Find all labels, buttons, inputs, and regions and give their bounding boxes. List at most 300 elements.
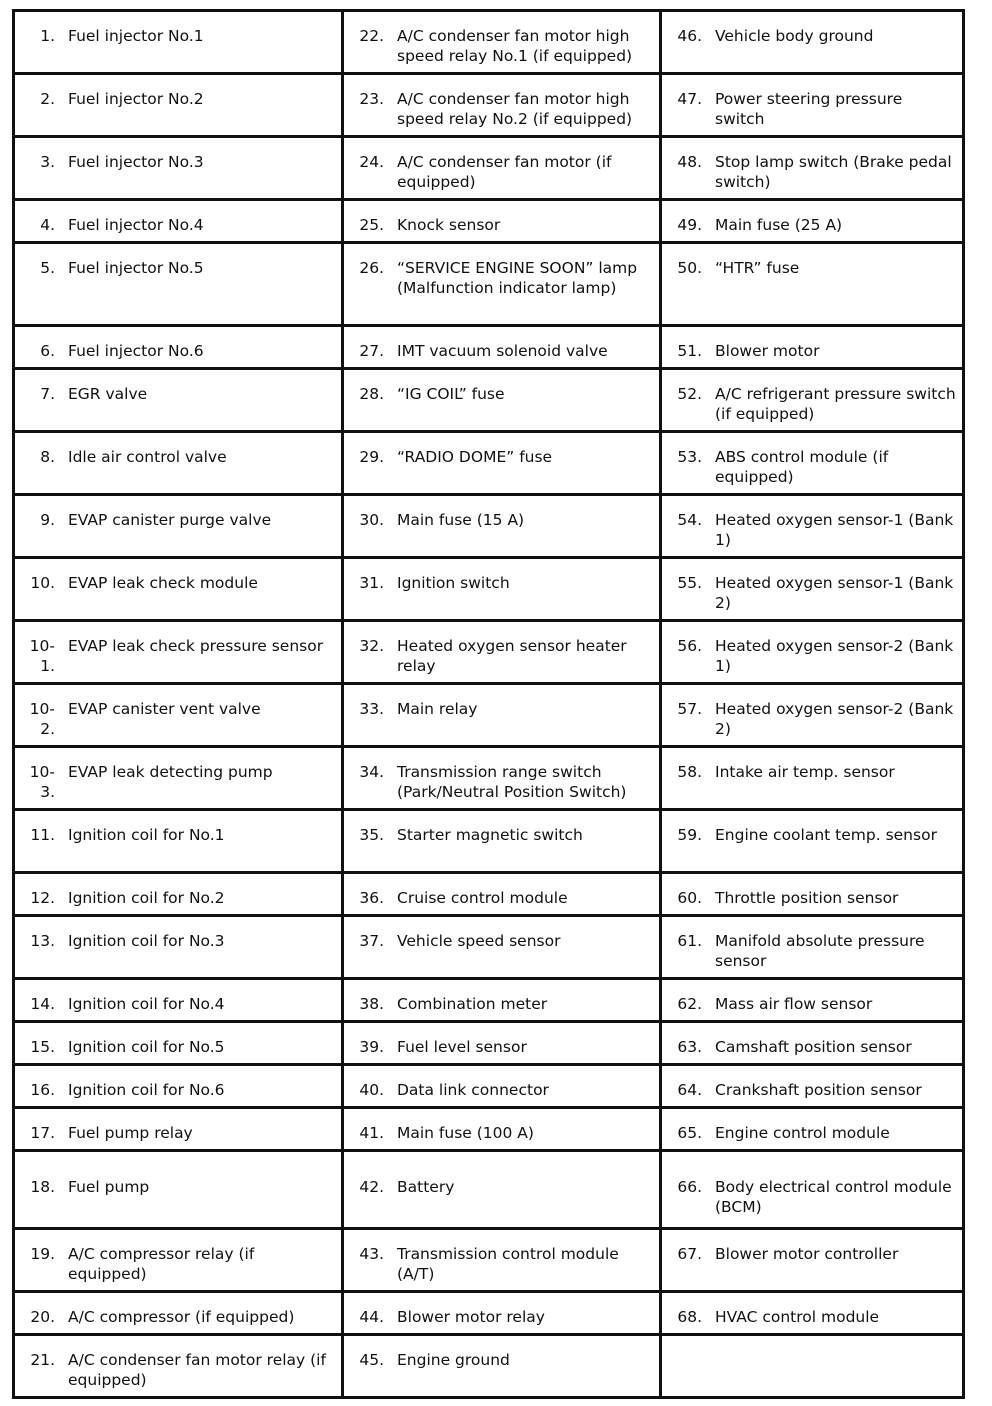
legend-cell	[14, 200, 343, 243]
item-label: Heated oxygen sensor heater relay	[397, 637, 627, 675]
item-number: 33.	[359, 700, 384, 718]
item-number: 24.	[359, 153, 384, 171]
item-label: Throttle position sensor	[715, 889, 899, 907]
legend-cell	[343, 11, 661, 74]
legend-cell	[661, 1022, 964, 1065]
legend-entry	[662, 917, 962, 971]
item-number: 14.	[30, 995, 55, 1013]
item-label: Fuel injector No.6	[68, 342, 204, 360]
item-label: A/C condenser fan motor (if equipped)	[397, 153, 612, 191]
legend-entry	[15, 433, 341, 467]
legend-cell	[14, 243, 343, 326]
item-label: Main fuse (100 A)	[397, 1124, 534, 1142]
legend-cell	[343, 747, 661, 810]
item-number: 10-1.	[29, 637, 55, 675]
item-label: Camshaft position sensor	[715, 1038, 912, 1056]
item-label: Cruise control module	[397, 889, 568, 907]
legend-cell	[343, 1292, 661, 1335]
legend-row	[14, 1229, 964, 1292]
legend-cell	[343, 1065, 661, 1108]
legend-entry	[662, 244, 962, 278]
item-label: Fuel pump relay	[68, 1124, 193, 1142]
item-number: 32.	[359, 637, 384, 655]
legend-row	[14, 558, 964, 621]
legend-cell	[14, 432, 343, 495]
legend-entry	[662, 327, 962, 361]
item-number: 10-2.	[29, 700, 55, 738]
item-label: Starter magnetic switch	[397, 826, 583, 844]
legend-cell	[661, 747, 964, 810]
legend-cell	[14, 74, 343, 137]
legend-entry	[344, 1023, 659, 1057]
legend-cell	[14, 1335, 343, 1398]
legend-cell	[661, 621, 964, 684]
item-number: 9.	[40, 511, 55, 529]
item-number: 66.	[677, 1178, 702, 1196]
legend-cell	[661, 916, 964, 979]
legend-entry	[662, 1293, 962, 1327]
legend-entry	[15, 75, 341, 109]
legend-entry	[344, 1293, 659, 1327]
legend-cell	[14, 495, 343, 558]
item-number: 2.	[40, 90, 55, 108]
legend-entry	[662, 1023, 962, 1057]
legend-entry	[662, 1230, 962, 1264]
legend-entry	[344, 201, 659, 235]
item-number: 58.	[677, 763, 702, 781]
item-label: “IG COIL” fuse	[397, 385, 505, 403]
legend-cell	[343, 684, 661, 747]
legend-cell	[343, 326, 661, 369]
legend-cell	[343, 1335, 661, 1398]
legend-cell	[14, 873, 343, 916]
item-number: 10-3.	[29, 763, 55, 801]
item-label: Vehicle speed sensor	[397, 932, 561, 950]
legend-entry	[662, 201, 962, 235]
item-number: 34.	[359, 763, 384, 781]
legend-entry	[15, 201, 341, 235]
item-label: A/C condenser fan motor relay (if equipped)	[68, 1351, 326, 1389]
item-label: EGR valve	[68, 385, 148, 403]
legend-cell	[343, 1151, 661, 1229]
item-number: 68.	[677, 1308, 702, 1326]
item-label: Transmission range switch (Park/Neutral Position Switch)	[397, 763, 627, 801]
legend-row	[14, 979, 964, 1022]
item-label: Ignition coil for No.4	[68, 995, 225, 1013]
legend-row	[14, 810, 964, 873]
legend-cell	[14, 1151, 343, 1229]
legend-row	[14, 74, 964, 137]
legend-cell	[343, 979, 661, 1022]
item-number: 6.	[40, 342, 55, 360]
legend-row	[14, 1022, 964, 1065]
legend-cell	[14, 1022, 343, 1065]
legend-cell	[343, 1229, 661, 1292]
item-number: 42.	[359, 1178, 384, 1196]
item-label: EVAP leak check module	[68, 574, 258, 592]
item-number: 1.	[40, 27, 55, 45]
item-number: 12.	[30, 889, 55, 907]
legend-cell	[661, 1108, 964, 1151]
legend-row	[14, 1108, 964, 1151]
legend-entry	[344, 12, 659, 66]
legend-cell	[343, 558, 661, 621]
legend-row	[14, 747, 964, 810]
item-number: 43.	[359, 1245, 384, 1263]
legend-cell	[661, 74, 964, 137]
legend-entry	[15, 1109, 341, 1143]
legend-entry	[15, 1293, 341, 1327]
legend-cell	[14, 11, 343, 74]
legend-entry	[344, 1109, 659, 1143]
legend-entry	[662, 1152, 962, 1217]
legend-cell	[343, 1108, 661, 1151]
legend-cell	[661, 11, 964, 74]
item-label: Knock sensor	[397, 216, 501, 234]
legend-entry	[15, 1152, 341, 1197]
legend-entry	[15, 12, 341, 46]
legend-cell	[14, 369, 343, 432]
legend-entry	[662, 1336, 962, 1350]
item-number: 52.	[677, 385, 702, 403]
legend-entry	[662, 75, 962, 129]
legend-cell	[343, 200, 661, 243]
component-legend-table	[12, 9, 965, 1399]
legend-cell	[343, 432, 661, 495]
legend-entry	[344, 433, 659, 467]
legend-entry	[15, 685, 341, 739]
legend-cell	[661, 1151, 964, 1229]
legend-entry	[344, 370, 659, 404]
legend-entry	[662, 811, 962, 845]
item-number: 7.	[40, 385, 55, 403]
item-number: 54.	[677, 511, 702, 529]
item-label: A/C compressor (if equipped)	[68, 1308, 295, 1326]
item-label: Idle air control valve	[68, 448, 227, 466]
item-number: 50.	[677, 259, 702, 277]
item-number: 21.	[30, 1351, 55, 1369]
item-number: 62.	[677, 995, 702, 1013]
item-label: IMT vacuum solenoid valve	[397, 342, 608, 360]
item-label: Blower motor controller	[715, 1245, 899, 1263]
item-label: Engine control module	[715, 1124, 890, 1142]
item-number: 22.	[359, 27, 384, 45]
item-number: 11.	[30, 826, 55, 844]
item-number: 3.	[40, 153, 55, 171]
legend-entry	[344, 327, 659, 361]
legend-cell	[661, 243, 964, 326]
item-label: EVAP canister vent valve	[68, 700, 261, 718]
item-number: 45.	[359, 1351, 384, 1369]
item-number: 46.	[677, 27, 702, 45]
legend-cell	[661, 432, 964, 495]
legend-entry	[344, 244, 659, 298]
item-label: Ignition coil for No.6	[68, 1081, 225, 1099]
legend-cell	[14, 916, 343, 979]
legend-cell	[343, 137, 661, 200]
legend-entry	[344, 685, 659, 719]
item-number: 36.	[359, 889, 384, 907]
item-label: Combination meter	[397, 995, 548, 1013]
item-number: 40.	[359, 1081, 384, 1099]
legend-cell	[14, 1229, 343, 1292]
item-number: 23.	[359, 90, 384, 108]
legend-entry	[344, 980, 659, 1014]
item-number: 26.	[359, 259, 384, 277]
legend-entry	[662, 496, 962, 550]
legend-entry	[344, 811, 659, 845]
legend-cell	[661, 1229, 964, 1292]
item-label: Engine ground	[397, 1351, 510, 1369]
legend-cell	[343, 495, 661, 558]
item-number: 31.	[359, 574, 384, 592]
legend-row	[14, 873, 964, 916]
legend-row	[14, 1335, 964, 1398]
item-label: Fuel injector No.2	[68, 90, 204, 108]
item-number: 5.	[40, 259, 55, 277]
legend-row	[14, 200, 964, 243]
item-number: 44.	[359, 1308, 384, 1326]
item-label: A/C refrigerant pressure switch (if equipped)	[715, 385, 956, 423]
legend-entry	[344, 496, 659, 530]
legend-entry	[15, 1066, 341, 1100]
item-label: “RADIO DOME” fuse	[397, 448, 553, 466]
item-label: Fuel injector No.5	[68, 259, 204, 277]
item-label: Blower motor	[715, 342, 820, 360]
item-label: Main fuse (15 A)	[397, 511, 525, 529]
item-number: 60.	[677, 889, 702, 907]
legend-cell	[661, 1065, 964, 1108]
legend-cell	[661, 1292, 964, 1335]
legend-entry	[15, 138, 341, 172]
legend-entry	[662, 1109, 962, 1143]
item-label: Fuel injector No.1	[68, 27, 204, 45]
item-label: Fuel injector No.4	[68, 216, 204, 234]
legend-entry	[344, 622, 659, 676]
legend-entry	[15, 559, 341, 593]
item-label: Intake air temp. sensor	[715, 763, 895, 781]
legend-cell	[661, 810, 964, 873]
item-number: 37.	[359, 932, 384, 950]
legend-entry	[15, 1230, 341, 1284]
legend-cell	[14, 979, 343, 1022]
legend-entry	[662, 874, 962, 908]
legend-entry	[344, 1066, 659, 1100]
item-label: Heated oxygen sensor-1 (Bank 2)	[715, 574, 954, 612]
legend-cell	[661, 495, 964, 558]
legend-cell	[14, 558, 343, 621]
item-label: EVAP leak check pressure sensor	[68, 637, 324, 655]
item-number: 53.	[677, 448, 702, 466]
item-label: Main fuse (25 A)	[715, 216, 843, 234]
item-number: 64.	[677, 1081, 702, 1099]
item-label: ABS control module (if equipped)	[715, 448, 889, 486]
legend-cell	[14, 1292, 343, 1335]
legend-cell	[661, 684, 964, 747]
legend-cell	[661, 979, 964, 1022]
item-label: Vehicle body ground	[715, 27, 874, 45]
item-number: 38.	[359, 995, 384, 1013]
item-number: 48.	[677, 153, 702, 171]
item-label: Transmission control module (A/T)	[397, 1245, 619, 1283]
legend-row	[14, 137, 964, 200]
legend-cell	[14, 1108, 343, 1151]
legend-cell	[661, 137, 964, 200]
legend-entry	[662, 748, 962, 782]
item-label: Ignition coil for No.2	[68, 889, 225, 907]
legend-cell	[343, 74, 661, 137]
item-number: 18.	[30, 1178, 55, 1196]
legend-entry	[662, 12, 962, 46]
item-number: 67.	[677, 1245, 702, 1263]
legend-row	[14, 326, 964, 369]
legend-entry	[15, 244, 341, 278]
legend-entry	[662, 138, 962, 192]
item-number: 56.	[677, 637, 702, 655]
legend-cell	[14, 684, 343, 747]
legend-entry	[344, 748, 659, 802]
item-label: Ignition coil for No.1	[68, 826, 225, 844]
item-label: Heated oxygen sensor-2 (Bank 2)	[715, 700, 954, 738]
item-number: 30.	[359, 511, 384, 529]
item-number: 15.	[30, 1038, 55, 1056]
legend-entry	[15, 811, 341, 845]
item-number: 41.	[359, 1124, 384, 1142]
legend-cell	[14, 810, 343, 873]
legend-row	[14, 684, 964, 747]
item-number: 47.	[677, 90, 702, 108]
legend-entry	[662, 559, 962, 613]
legend-entry	[15, 622, 341, 676]
item-number: 35.	[359, 826, 384, 844]
legend-entry	[344, 917, 659, 951]
item-label: Power steering pressure switch	[715, 90, 903, 128]
legend-row	[14, 432, 964, 495]
item-number: 16.	[30, 1081, 55, 1099]
item-label: A/C condenser fan motor high speed relay No.2 (if equipped)	[397, 90, 633, 128]
item-label: A/C condenser fan motor high speed relay No.1 (if equipped)	[397, 27, 633, 65]
legend-entry	[344, 559, 659, 593]
item-number: 19.	[30, 1245, 55, 1263]
item-number: 39.	[359, 1038, 384, 1056]
legend-entry	[15, 496, 341, 530]
item-label: HVAC control module	[715, 1308, 880, 1326]
legend-row	[14, 621, 964, 684]
legend-entry	[662, 622, 962, 676]
legend-row	[14, 243, 964, 326]
legend-entry	[662, 433, 962, 487]
legend-entry	[344, 874, 659, 908]
legend-entry	[662, 980, 962, 1014]
item-label: “SERVICE ENGINE SOON” lamp (Malfunction indicator lamp)	[397, 259, 638, 297]
legend-row	[14, 495, 964, 558]
legend-row	[14, 1151, 964, 1229]
legend-cell	[14, 1065, 343, 1108]
item-number: 25.	[359, 216, 384, 234]
legend-cell	[661, 873, 964, 916]
item-number: 13.	[30, 932, 55, 950]
legend-entry	[15, 1336, 341, 1390]
legend-cell	[661, 326, 964, 369]
legend-cell	[343, 916, 661, 979]
item-label: Crankshaft position sensor	[715, 1081, 922, 1099]
legend-entry	[15, 1023, 341, 1057]
item-label: Body electrical control module (BCM)	[715, 1178, 952, 1216]
legend-row	[14, 916, 964, 979]
item-number: 57.	[677, 700, 702, 718]
item-number: 10.	[30, 574, 55, 592]
item-label: Main relay	[397, 700, 478, 718]
item-label: Fuel injector No.3	[68, 153, 204, 171]
legend-entry	[15, 980, 341, 1014]
item-number: 28.	[359, 385, 384, 403]
legend-cell	[343, 369, 661, 432]
item-label: Ignition switch	[397, 574, 510, 592]
legend-cell	[343, 243, 661, 326]
item-number: 55.	[677, 574, 702, 592]
legend-cell	[343, 810, 661, 873]
legend-entry	[344, 1336, 659, 1370]
legend-cell	[14, 621, 343, 684]
legend-row	[14, 11, 964, 74]
legend-entry	[662, 370, 962, 424]
item-label: Mass air flow sensor	[715, 995, 873, 1013]
legend-row	[14, 369, 964, 432]
item-number: 51.	[677, 342, 702, 360]
item-label: Battery	[397, 1178, 455, 1196]
item-number: 65.	[677, 1124, 702, 1142]
legend-entry	[662, 1066, 962, 1100]
legend-row	[14, 1065, 964, 1108]
item-number: 4.	[40, 216, 55, 234]
item-label: Data link connector	[397, 1081, 549, 1099]
legend-entry	[15, 327, 341, 361]
item-number: 61.	[677, 932, 702, 950]
legend-body	[14, 11, 964, 1398]
legend-entry	[344, 1152, 659, 1197]
item-label: Stop lamp switch (Brake pedal switch)	[715, 153, 952, 191]
legend-row	[14, 1292, 964, 1335]
legend-entry	[344, 138, 659, 192]
item-number: 49.	[677, 216, 702, 234]
legend-entry	[662, 685, 962, 739]
item-label: Fuel level sensor	[397, 1038, 527, 1056]
item-label: Fuel pump	[68, 1178, 150, 1196]
legend-cell	[661, 369, 964, 432]
item-number: 27.	[359, 342, 384, 360]
legend-cell	[343, 621, 661, 684]
item-label: Ignition coil for No.5	[68, 1038, 225, 1056]
item-label: Engine coolant temp. sensor	[715, 826, 937, 844]
legend-cell	[661, 200, 964, 243]
item-number: 63.	[677, 1038, 702, 1056]
item-number: 20.	[30, 1308, 55, 1326]
legend-entry	[15, 748, 341, 802]
legend-cell	[661, 558, 964, 621]
legend-cell	[14, 326, 343, 369]
item-number: 8.	[40, 448, 55, 466]
item-label: Ignition coil for No.3	[68, 932, 225, 950]
legend-entry	[15, 370, 341, 404]
legend-cell	[14, 747, 343, 810]
legend-cell	[14, 137, 343, 200]
item-number: 29.	[359, 448, 384, 466]
legend-entry	[344, 1230, 659, 1284]
item-label: Heated oxygen sensor-1 (Bank 1)	[715, 511, 954, 549]
item-label: EVAP canister purge valve	[68, 511, 272, 529]
item-label: Blower motor relay	[397, 1308, 545, 1326]
item-label: “HTR” fuse	[715, 259, 800, 277]
